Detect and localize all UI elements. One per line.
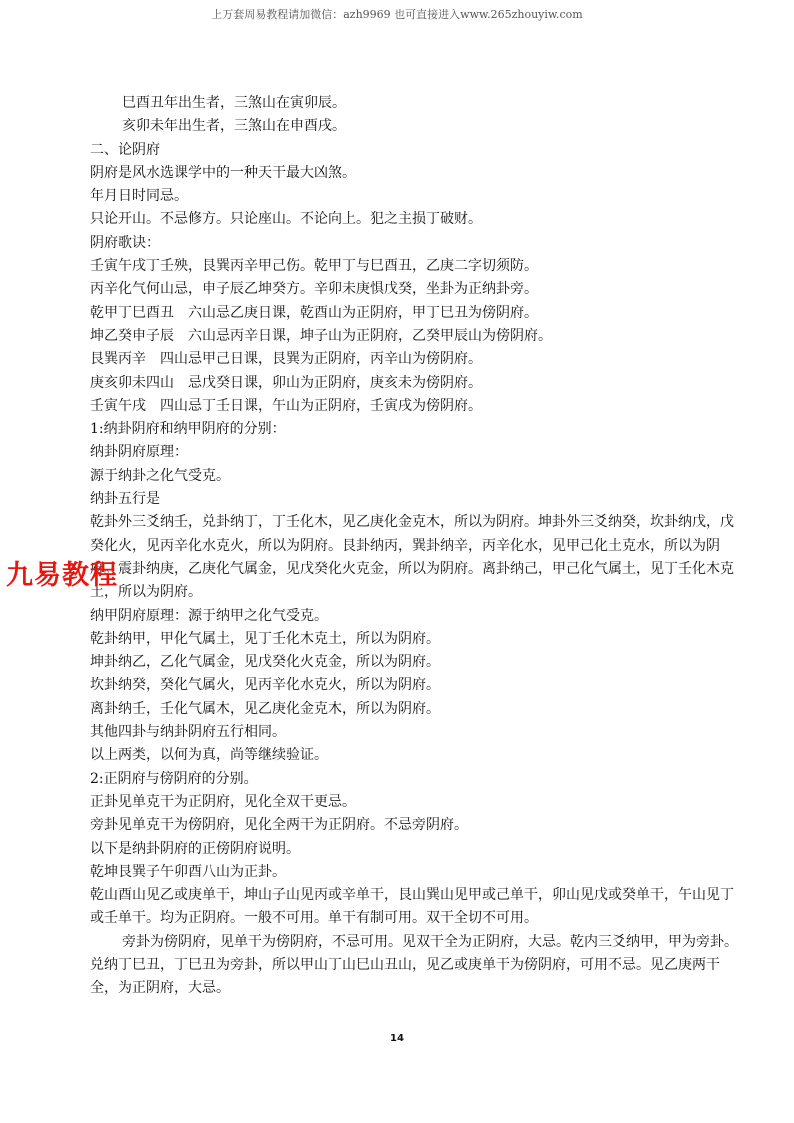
section-heading: 2:正阴府与傍阴府的分别。 — [90, 770, 258, 787]
page-header: 上万套周易教程请加微信：azh9969 也可直接进入www.265zhouyiw.com — [211, 8, 583, 21]
text-line: 年月日时同忌。 — [90, 188, 188, 205]
text-line: 纳甲阴府原理：源于纳甲之化气受克。 — [90, 607, 328, 624]
text-line: 纳卦五行是 — [90, 491, 160, 508]
text-line: 只论开山。不忌修方。只论座山。不论向上。犯之主损丁破财。 — [90, 211, 482, 228]
text-line: 阴府歌诀： — [90, 234, 160, 251]
text-line: 阴府是风水选课学中的一种天干最大凶煞。 — [90, 164, 356, 181]
text-line: 亥卯未年出生者，三煞山在申酉戌。 — [122, 118, 346, 135]
text-line: 离卦纳壬，壬化气属木，见乙庚化金克木，所以为阴府。 — [90, 700, 440, 717]
text-line: 坤卦纳乙，乙化气属金，见戊癸化火克金，所以为阴府。 — [90, 654, 440, 671]
text-line: 正卦见单克干为正阴府，见化全双干更忌。 — [90, 793, 356, 810]
text-line: 源于纳卦之化气受克。 — [90, 467, 230, 484]
text-line: 坎卦纳癸，癸化气属火，见丙辛化水克火，所以为阴府。 — [90, 677, 440, 694]
section-heading: 二、论阴府 — [90, 141, 160, 158]
text-paragraph: 旁卦为傍阴府，见单干为傍阴府，不忌可用。见双干全为正阴府，大忌。乾内三爻纳甲，甲为旁卦。兑纳丁巳丑，丁巳丑为旁卦，所以甲山丁山巳山丑山，见乙或庚单干为傍阴府，可用不忌。见乙庚两干全，为正阴府，大忌。 — [90, 933, 738, 997]
text-paragraph: 乾山酉山见乙或庚单干，坤山子山见丙或辛单干，艮山巽山见甲或己单干，卯山见戊或癸单干，午山见丁或壬单干。均为正阴府。一般不可用。单干有制可用。双干全切不可用。 — [90, 887, 734, 927]
text-line: 巳酉丑年出生者，三煞山在寅卯辰。 — [122, 95, 346, 111]
watermark-logo: 九易教程 — [6, 560, 118, 591]
text-line: 乾卦纳甲，甲化气属土，见丁壬化木克土，所以为阴府。 — [90, 630, 440, 647]
text-line: 乾甲丁巳酉丑 六山忌乙庚日课，乾酉山为正阴府，甲丁巳丑为傍阴府。 — [90, 304, 538, 321]
section-heading: 1:纳卦阴府和纳甲阴府的分别： — [90, 421, 286, 438]
verse-line: 壬寅午戌丁壬殃，艮巽丙辛甲己伤。乾甲丁与巳酉丑，乙庚二字切须防。 — [90, 258, 538, 275]
text-line: 旁卦见单克干为傍阴府，见化全两干为正阴府。不忌旁阴府。 — [90, 817, 468, 834]
verse-line: 丙辛化气何山忌，申子辰乙坤癸方。辛卯未庚惧戊癸，坐卦为正纳卦旁。 — [90, 281, 538, 298]
text-line: 艮巽丙辛 四山忌甲己日课，艮巽为正阴府，丙辛山为傍阴府。 — [90, 351, 482, 368]
text-line: 庚亥卯未四山 忌戊癸日课，卯山为正阴府，庚亥未为傍阴府。 — [90, 374, 482, 391]
text-line: 坤乙癸申子辰 六山忌丙辛日课，坤子山为正阴府，乙癸甲辰山为傍阴府。 — [90, 327, 552, 344]
text-line: 乾坤艮巽子午卯酉八山为正卦。 — [90, 863, 286, 880]
text-line: 以上两类，以何为真，尚等继续验证。 — [90, 747, 328, 764]
document-body — [90, 92, 740, 1001]
text-paragraph: 乾卦外三爻纳壬，兑卦纳丁，丁壬化木，见乙庚化金克木，所以为阴府。坤卦外三爻纳癸，坎卦纳戊，戊癸化火，见丙辛化水克火，所以为阴府。艮卦纳丙，巽卦纳辛，丙辛化水，见甲己化土克水，所以为阴府。震卦纳庚，乙庚化气属金，见戊癸化火克金，所以为阴府。离卦纳己，甲己化气属土，见丁壬化木克土，所以为阴府。 — [90, 514, 734, 601]
text-line: 壬寅午戌 四山忌丁壬日课，午山为正阴府，壬寅戌为傍阴府。 — [90, 397, 482, 414]
page-number: 14 — [390, 1033, 404, 1044]
text-line: 纳卦阴府原理： — [90, 444, 188, 461]
text-line: 其他四卦与纳卦阴府五行相同。 — [90, 724, 286, 741]
text-line: 以下是纳卦阴府的正傍阴府说明。 — [90, 840, 300, 857]
